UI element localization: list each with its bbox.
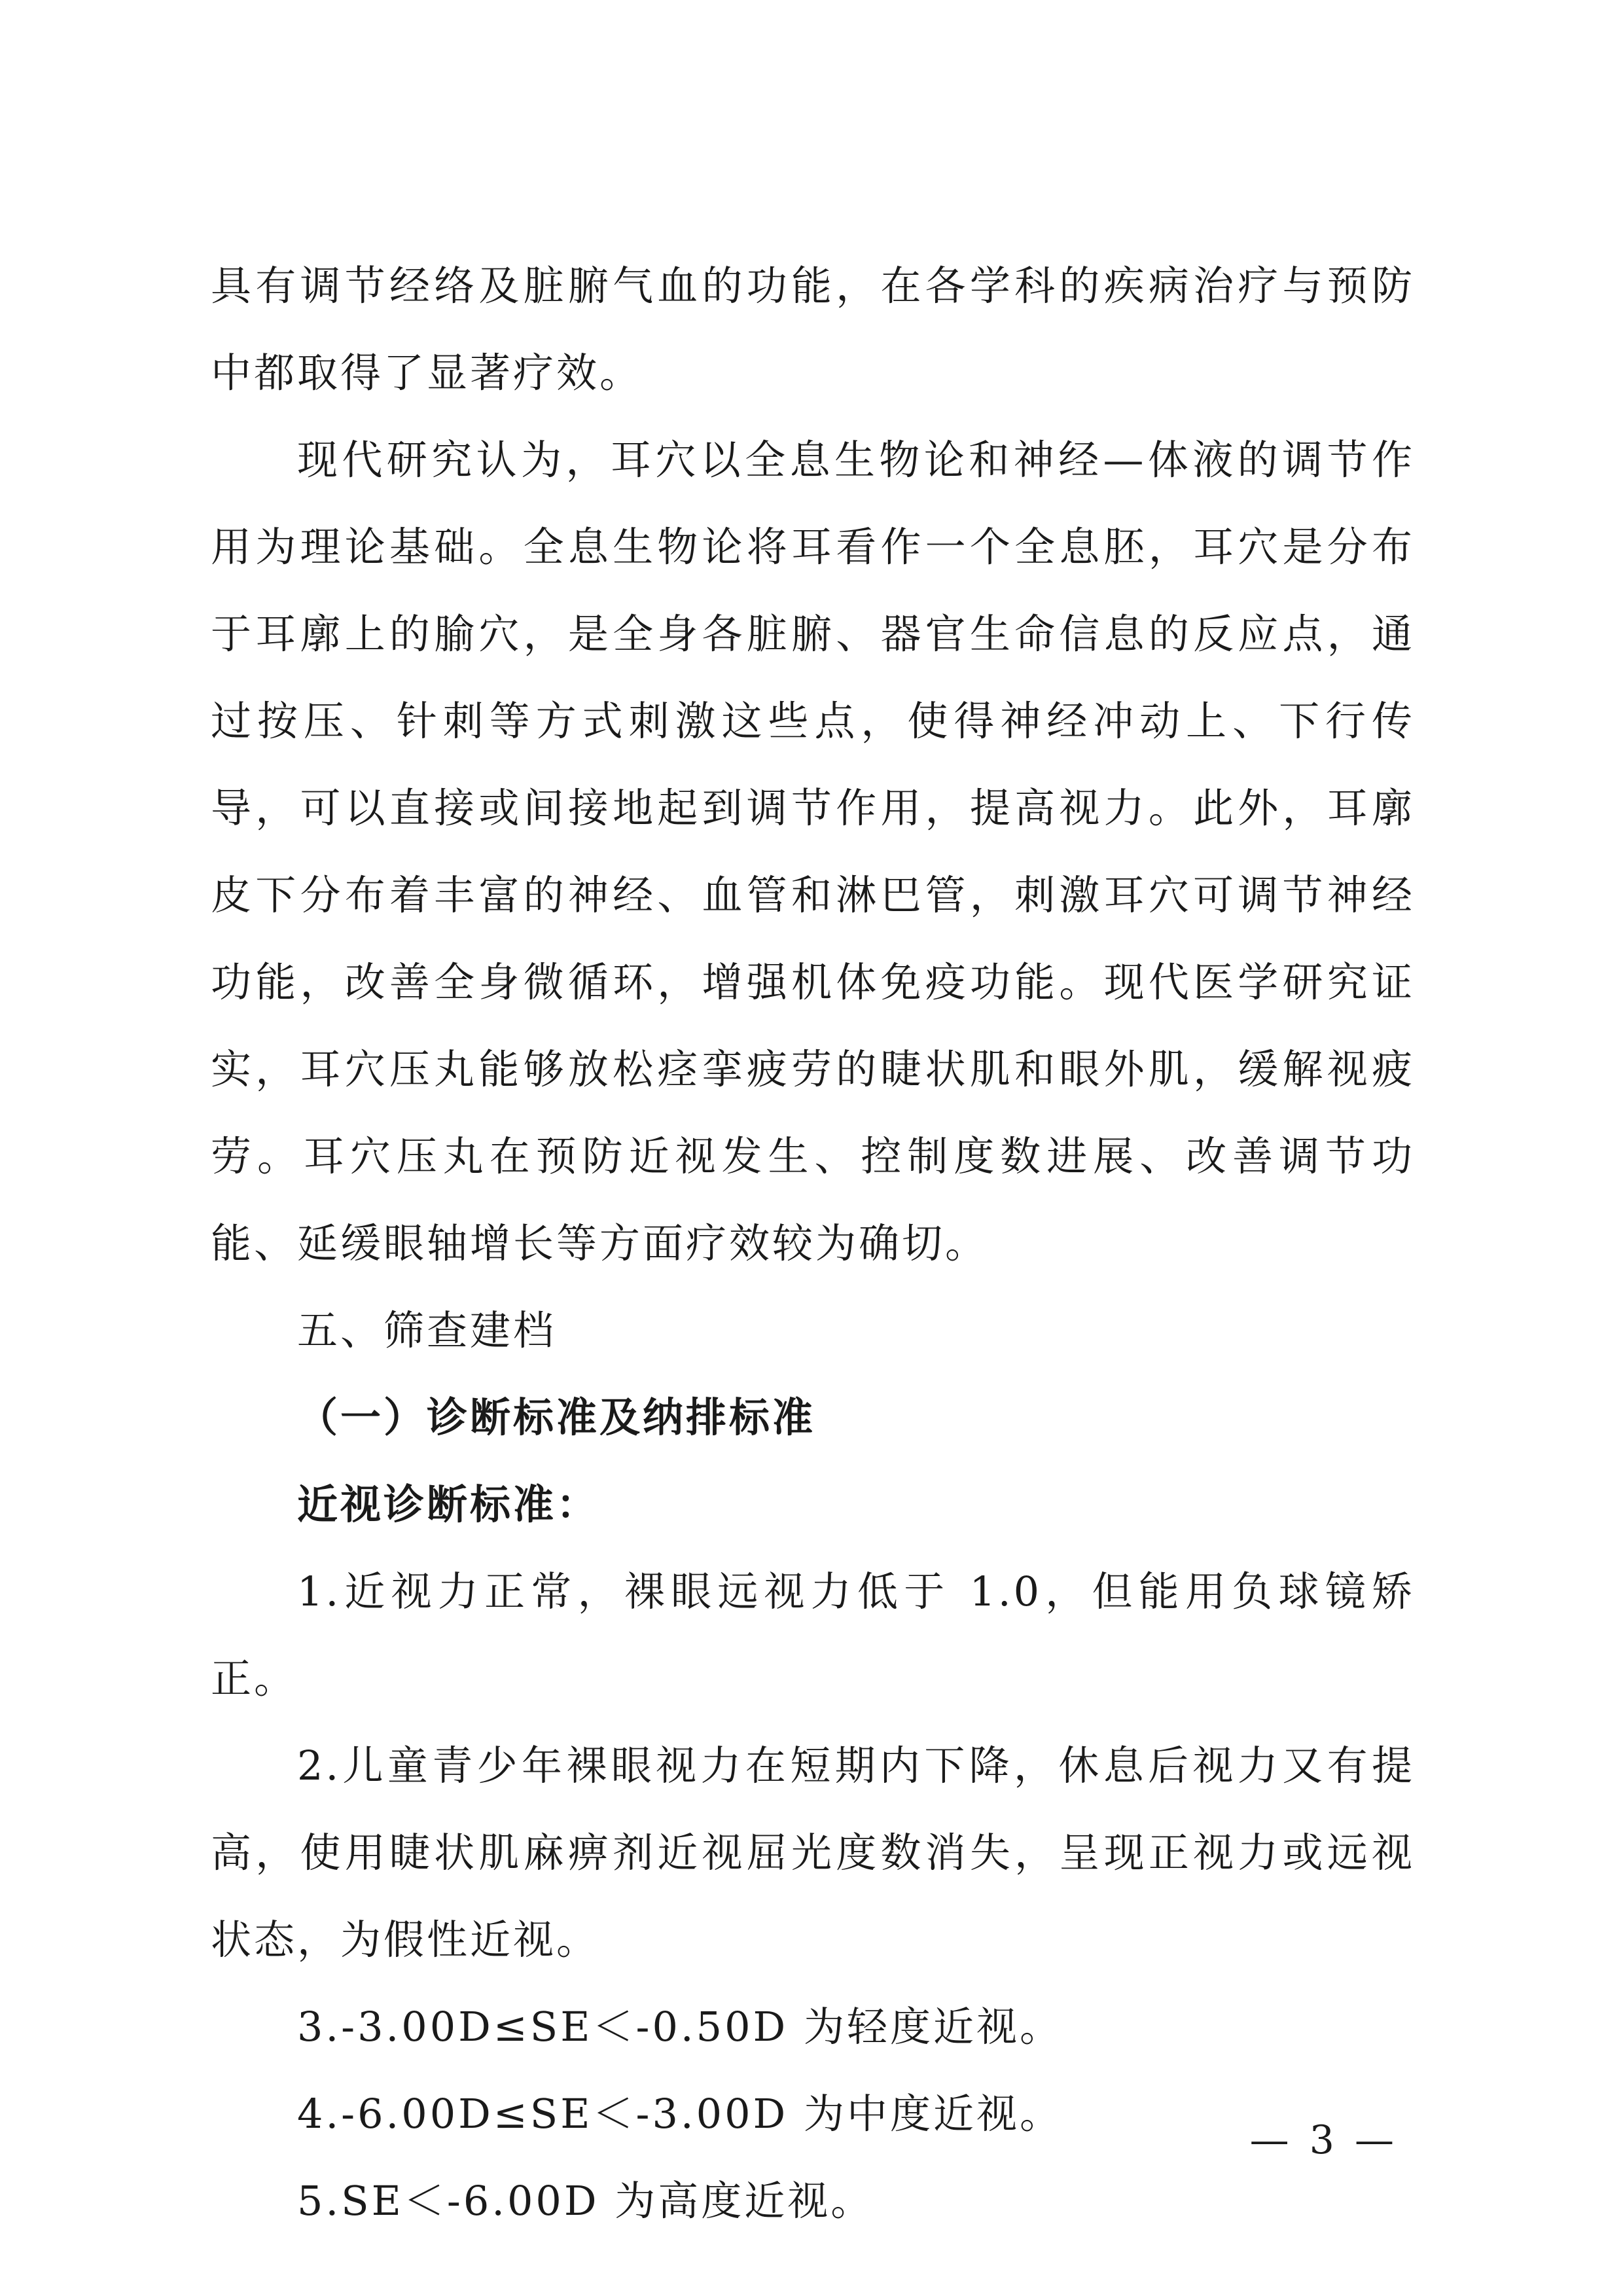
criteria-item: 5.SE＜-6.00D 为高度近视。 (297, 2177, 874, 2225)
document-body (211, 242, 1415, 2244)
section-heading: 五、筛查建档 (297, 1306, 557, 1354)
paragraph-modern-research: 现代研究认为，耳穴以全息生物论和神经—体液的调节作用为理论基础。全息生物论将耳看作一个全息胚，耳穴是分布于耳廓上的腧穴，是全身各脏腑、器官生命信息的反应点，通过按压、针刺等方式刺激这些点，使得神经冲动上、下行传导，可以直接或间接地起到调节作用，提高视力。此外，耳廓皮下分布着丰富的神经、血管和淋巴管，刺激耳穴可调节神经功能，改善全身微循环，增强机体免疫功能。现代医学研究证实，耳穴压丸能够放松痉挛疲劳的睫状肌和眼外肌，缓解视疲劳。耳穴压丸在预防近视发生、控制度数进展、改善调节功能、延缓眼轴增长等方面疗效较为确切。 (211, 436, 1415, 1267)
paragraph-continued: 具有调节经络及脏腑气血的功能，在各学科的疾病治疗与预防中都取得了显著疗效。 (211, 262, 1415, 397)
criteria-item: 1.近视力正常，裸眼远视力低于 1.0，但能用负球镜矫正。 (211, 1568, 1415, 1702)
criteria-item: 3.-3.00D≤SE＜-0.50D 为轻度近视。 (297, 2003, 1063, 2051)
page-number: — 3 — (1249, 2117, 1398, 2163)
subsection-heading: （一）诊断标准及纳排标准 (297, 1393, 816, 1441)
criteria-item: 4.-6.00D≤SE＜-3.00D 为中度近视。 (297, 2090, 1063, 2138)
criteria-item: 2.儿童青少年裸眼视力在短期内下降，休息后视力又有提高，使用睫状肌麻痹剂近视屈光度数消失，呈现正视力或远视状态，为假性近视。 (211, 1742, 1415, 1964)
criteria-title: 近视诊断标准： (297, 1480, 600, 1528)
